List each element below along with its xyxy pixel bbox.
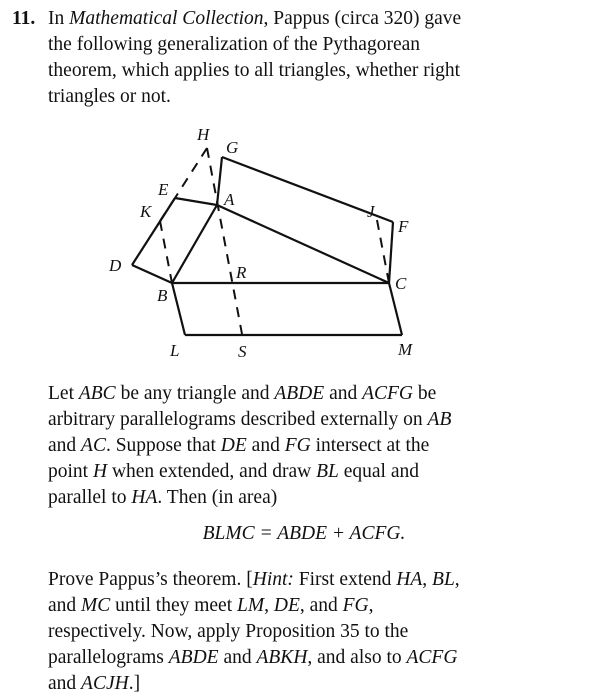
label-R: R — [236, 263, 247, 282]
math-var: DE — [273, 595, 300, 616]
math-var: FG — [342, 595, 369, 616]
label-K: K — [140, 202, 152, 221]
text-run: , — [264, 595, 274, 616]
intro-text — [48, 6, 532, 110]
text-run: until they meet — [110, 595, 238, 616]
label-J: J — [367, 202, 375, 221]
dashed-JC — [377, 220, 389, 283]
math-var: ACJH — [81, 673, 129, 694]
label-M: M — [398, 340, 413, 359]
pappus-figure — [100, 120, 440, 370]
statement-paragraph — [48, 381, 568, 511]
text-run: parallel to — [48, 487, 132, 508]
label-C: C — [395, 274, 407, 293]
math-var: H — [92, 461, 108, 482]
edge-EA — [175, 198, 217, 205]
text-run: First extend — [293, 569, 397, 590]
text-run: Prove Pappus’s theorem. [ — [48, 569, 253, 590]
proof-paragraph — [48, 567, 568, 697]
text-run: , — [454, 569, 460, 590]
math-var: ABDE — [274, 383, 325, 404]
text-run: respectively. Now, apply Proposition 35 to the — [48, 621, 409, 642]
math-var: ABKH — [256, 647, 308, 668]
intro-part: In — [48, 8, 70, 29]
intro-line: the following generalization of the Pythagorean — [48, 34, 421, 55]
text-run: arbitrary parallelograms described externally on — [48, 409, 428, 430]
edge-BL — [172, 283, 185, 335]
hint-label: Hint: — [252, 569, 294, 590]
text-run: and — [48, 435, 82, 456]
label-G: G — [226, 138, 239, 157]
edge-AB — [172, 205, 217, 283]
problem-intro — [12, 6, 532, 110]
text-run: , — [422, 569, 433, 590]
math-var: ACFG — [406, 647, 458, 668]
label-L: L — [170, 341, 180, 360]
text-run: Let — [48, 383, 79, 404]
label-E: E — [158, 180, 169, 199]
figure-svg — [100, 120, 440, 370]
text-run: , — [368, 595, 374, 616]
text-run: equal and — [338, 461, 419, 482]
text-run: point — [48, 461, 93, 482]
dashed-HE — [175, 148, 207, 198]
math-var: ABDE — [168, 647, 219, 668]
text-run: and — [48, 673, 82, 694]
math-var: MC — [81, 595, 111, 616]
dashed-KB — [160, 221, 172, 283]
math-var: ABC — [78, 383, 116, 404]
edge-GA — [217, 157, 222, 205]
text-run: parallelograms — [48, 647, 169, 668]
intro-line: triangles or not. — [48, 86, 171, 107]
text-run: and — [48, 595, 82, 616]
label-F: F — [398, 217, 409, 236]
text-run: , and also to — [307, 647, 407, 668]
text-run: when extended, and draw — [107, 461, 317, 482]
math-var: AB — [427, 409, 452, 430]
math-var: AC — [81, 435, 106, 456]
edge-FC — [389, 222, 393, 283]
text-run: and — [246, 435, 285, 456]
book-title: Mathematical Collection — [69, 8, 264, 29]
text-run: intersect at the — [310, 435, 430, 456]
label-B: B — [157, 286, 168, 305]
text-run: and — [218, 647, 257, 668]
math-var: LM — [237, 595, 265, 616]
text-run: and — [324, 383, 363, 404]
label-H: H — [197, 125, 210, 144]
text-run: . Suppose that — [105, 435, 221, 456]
math-var: HA — [396, 569, 423, 590]
equation-text: BLMC = ABDE + ACFG. — [202, 523, 406, 544]
edge-DB — [132, 265, 172, 283]
text-run: be — [413, 383, 437, 404]
label-A: A — [224, 190, 235, 209]
intro-part: , Pappus (circa 320) gave — [263, 8, 462, 29]
label-S: S — [238, 342, 247, 361]
math-var: BL — [432, 569, 455, 590]
text-run: , and — [299, 595, 343, 616]
text-run: .] — [128, 673, 141, 694]
dashed-HS — [207, 148, 242, 334]
text-run: be any triangle and — [115, 383, 275, 404]
math-var: ACFG — [362, 383, 414, 404]
label-D: D — [109, 256, 122, 275]
text-run: . Then (in area) — [157, 487, 278, 508]
math-var: BL — [316, 461, 339, 482]
math-var: HA — [131, 487, 158, 508]
edge-ED — [132, 198, 175, 265]
math-var: FG — [284, 435, 311, 456]
intro-line: theorem, which applies to all triangles, whether right — [48, 60, 461, 81]
math-var: DE — [220, 435, 247, 456]
problem-number: 11. — [12, 8, 36, 29]
area-equation — [0, 523, 608, 545]
